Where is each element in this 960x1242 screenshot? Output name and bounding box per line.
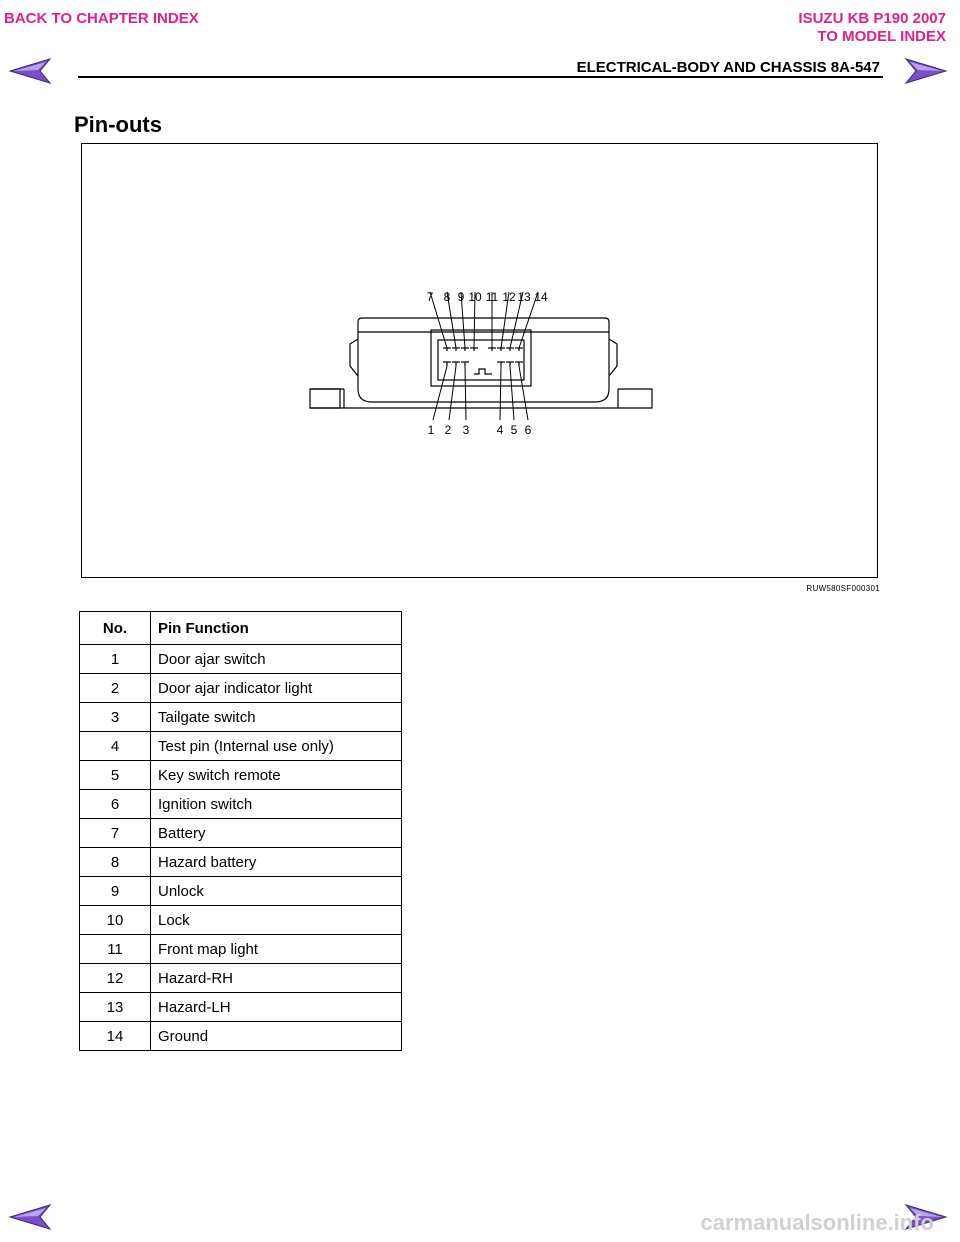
pin-label-bottom: 5 [510, 423, 518, 437]
bottom-leader-lines [433, 366, 528, 420]
back-to-chapter-index-link[interactable]: BACK TO CHAPTER INDEX [4, 10, 199, 27]
table-row [80, 645, 402, 674]
table-row [80, 1022, 402, 1051]
pin-function: Test pin (Internal use only) [151, 732, 402, 761]
pin-label-bottom: 3 [462, 423, 470, 437]
pin-number: 4 [80, 732, 151, 761]
table-row [80, 993, 402, 1022]
pin-function: Tailgate switch [151, 703, 402, 732]
pin-number: 9 [80, 877, 151, 906]
housing-body [358, 322, 609, 402]
pin-label-top: 9 [457, 290, 465, 304]
table-row [80, 819, 402, 848]
model-title-line2[interactable]: TO MODEL INDEX [817, 28, 946, 45]
pin-number: 13 [80, 993, 151, 1022]
pin-number: 5 [80, 761, 151, 790]
pin-function: Door ajar switch [151, 645, 402, 674]
pin-number: 1 [80, 645, 151, 674]
connector-diagram [82, 144, 879, 579]
pin-label-top: 13 [517, 290, 531, 304]
table-row [80, 848, 402, 877]
connector-socket [431, 330, 531, 386]
pin-function: Door ajar indicator light [151, 674, 402, 703]
bottom-pin-row [443, 362, 523, 366]
pin-number: 3 [80, 703, 151, 732]
pin-number: 12 [80, 964, 151, 993]
section-title: Pin-outs [74, 112, 162, 137]
pin-function: Unlock [151, 877, 402, 906]
pin-label-top: 11 [485, 290, 499, 304]
pin-number: 11 [80, 935, 151, 964]
pin-label-bottom: 2 [444, 423, 452, 437]
pin-number: 8 [80, 848, 151, 877]
page-header-title: ELECTRICAL-BODY AND CHASSIS 8A-547 [576, 59, 880, 76]
table-row [80, 674, 402, 703]
model-index-link[interactable] [798, 10, 946, 46]
pin-function: Hazard-LH [151, 993, 402, 1022]
pin-function: Battery [151, 819, 402, 848]
pin-label-bottom: 1 [427, 423, 435, 437]
pin-number: 10 [80, 906, 151, 935]
pin-function: Lock [151, 906, 402, 935]
pin-function: Hazard battery [151, 848, 402, 877]
pin-function: Ground [151, 1022, 402, 1051]
flange-left [310, 389, 340, 408]
table-row [80, 790, 402, 819]
table-row [80, 877, 402, 906]
table-row [80, 906, 402, 935]
column-header-pin-function: Pin Function [151, 612, 402, 645]
table-row [80, 703, 402, 732]
model-title-line1: ISUZU KB P190 2007 [798, 10, 946, 27]
pin-label-top: 7 [426, 290, 434, 304]
pin-number: 7 [80, 819, 151, 848]
housing-top [358, 318, 609, 389]
connector-figure [81, 143, 878, 578]
pin-function: Key switch remote [151, 761, 402, 790]
pin-label-top: 8 [443, 290, 451, 304]
arrow-left-icon[interactable] [8, 56, 52, 86]
top-pin-row [443, 348, 523, 351]
pin-label-bottom: 4 [496, 423, 504, 437]
pin-label-bottom: 6 [524, 423, 532, 437]
arrow-left-icon[interactable] [8, 1202, 52, 1232]
pin-number: 6 [80, 790, 151, 819]
pin-function: Hazard-RH [151, 964, 402, 993]
header-divider [78, 76, 883, 78]
arrow-right-icon[interactable] [904, 56, 948, 86]
table-row [80, 732, 402, 761]
pin-function: Front map light [151, 935, 402, 964]
column-header-no: No. [80, 612, 151, 645]
pin-function: Ignition switch [151, 790, 402, 819]
table-row [80, 935, 402, 964]
pin-label-top: 10 [468, 290, 482, 304]
pin-function-table [79, 611, 402, 1051]
pin-number: 14 [80, 1022, 151, 1051]
figure-code: RUW580SF000301 [806, 584, 880, 593]
pin-number: 2 [80, 674, 151, 703]
table-row [80, 964, 402, 993]
pin-label-top: 14 [534, 290, 548, 304]
table-row [80, 761, 402, 790]
watermark: carmanualsonline.info [700, 1210, 934, 1235]
pin-label-top: 12 [502, 290, 516, 304]
table-header-row [80, 612, 402, 645]
